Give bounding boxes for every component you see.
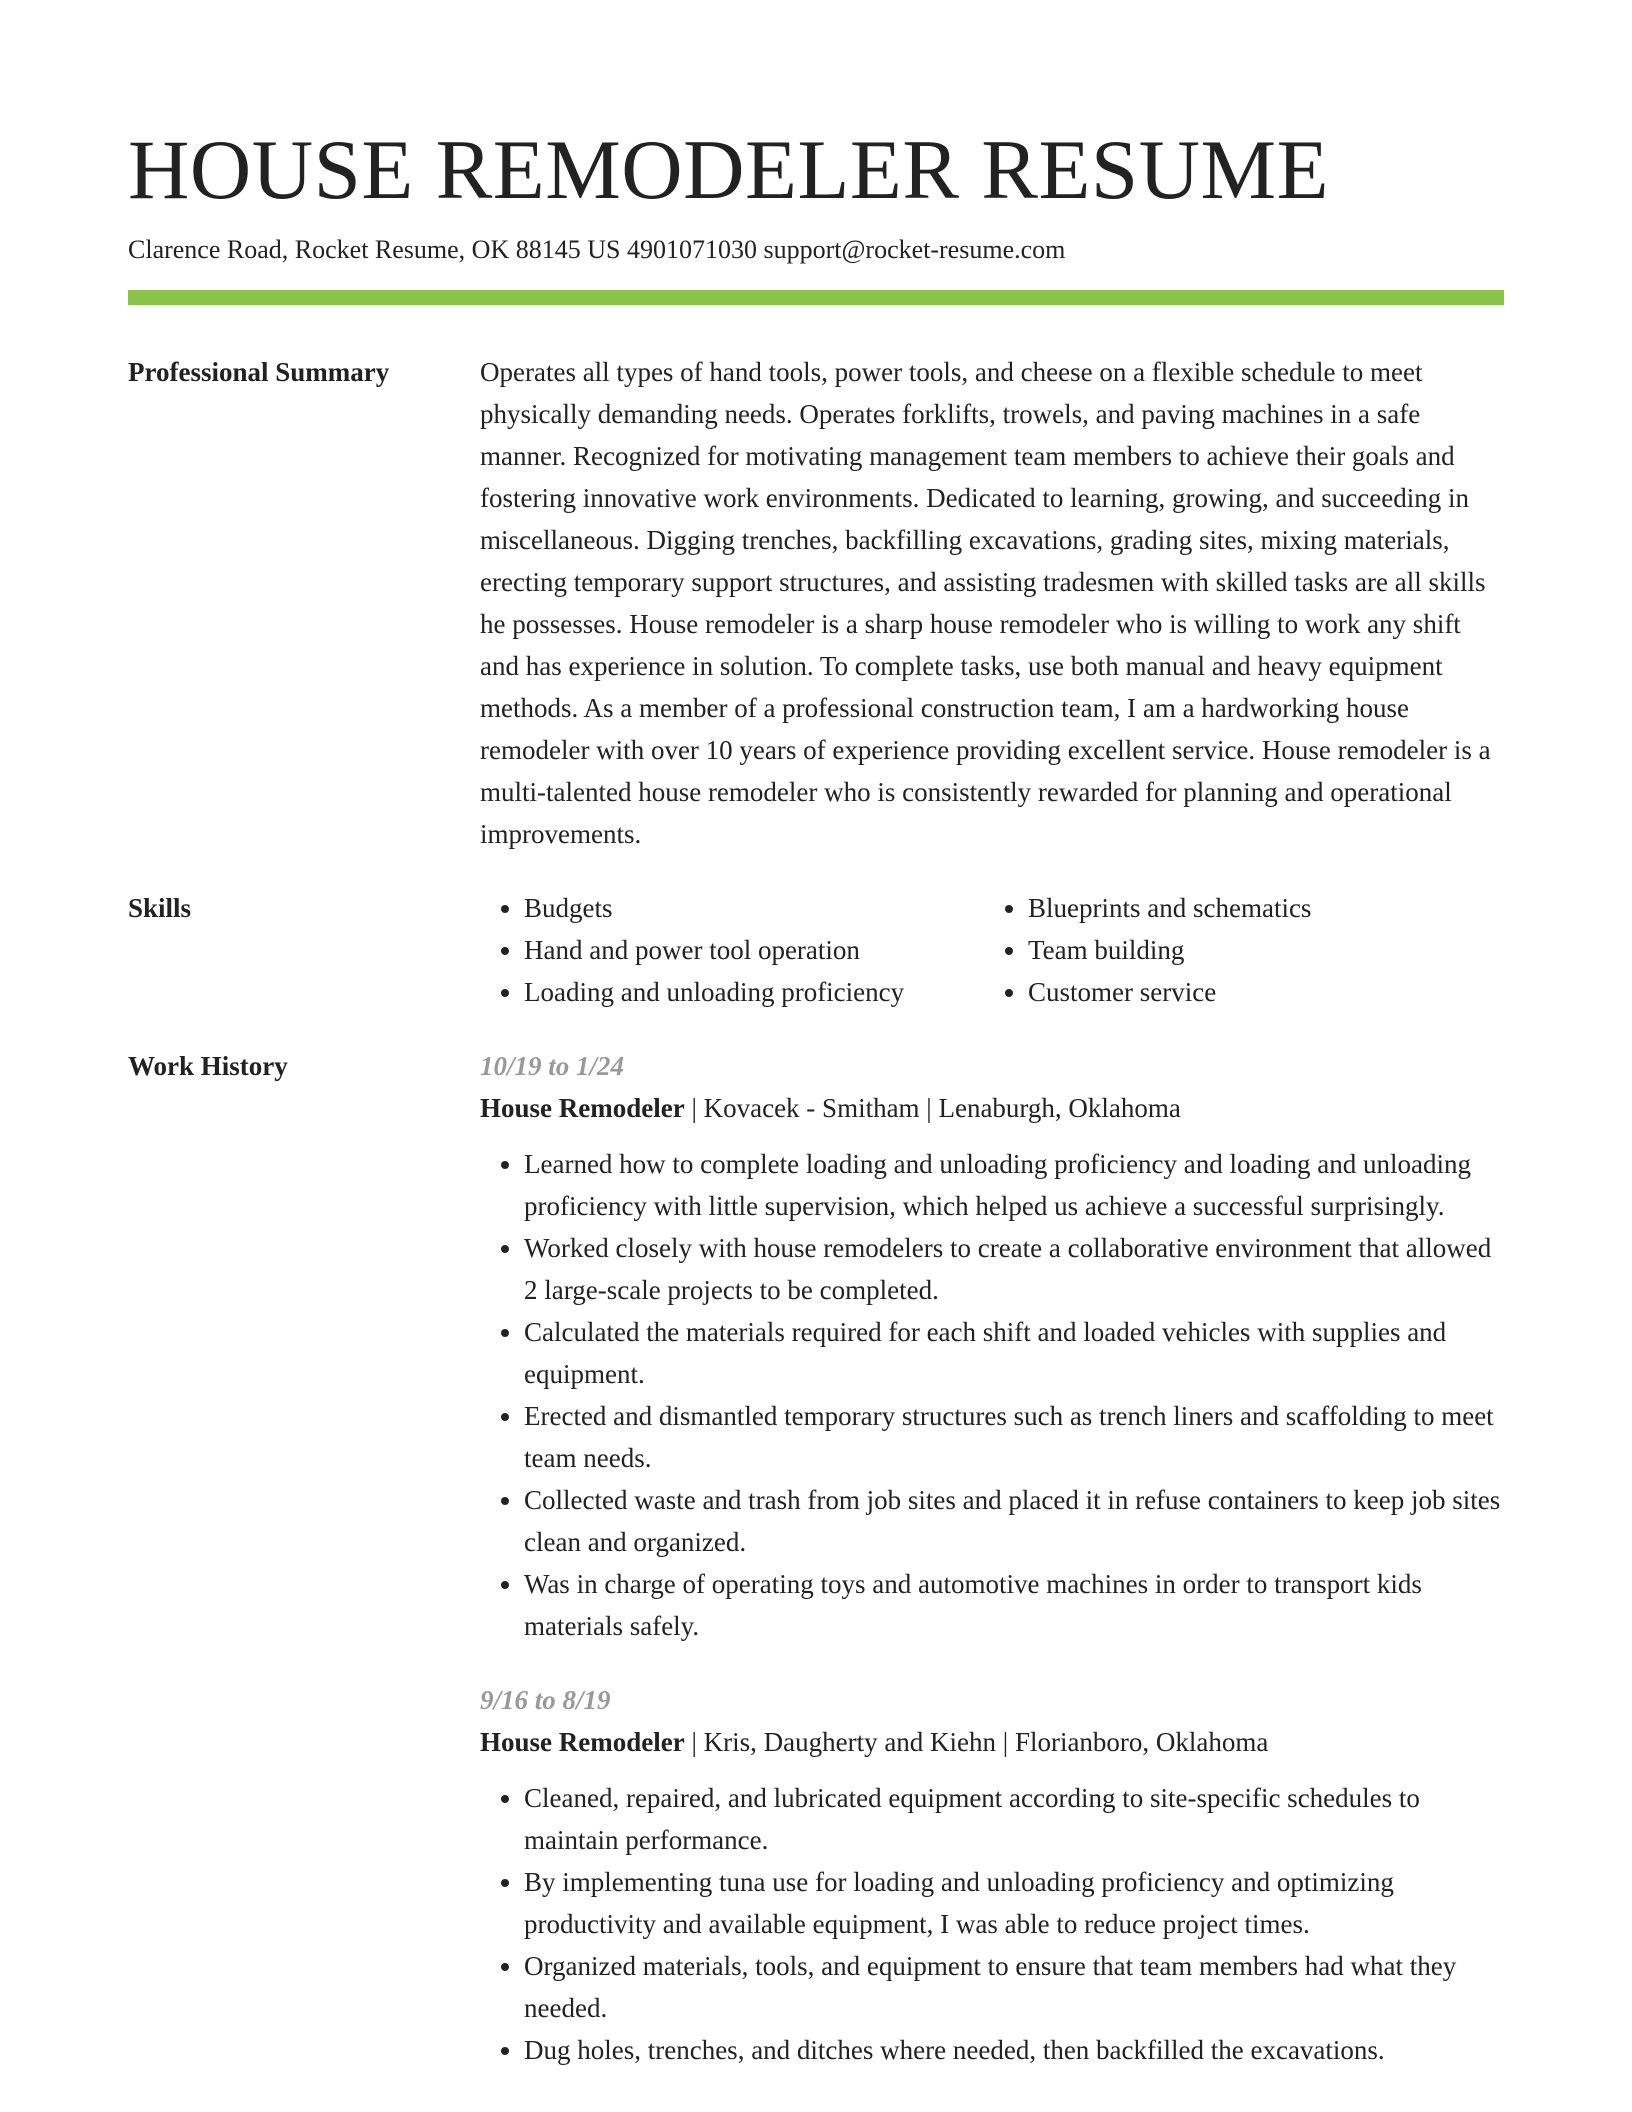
- job-bullet: • Cleaned, repaired, and lubricated equipment according to site-specific schedules to maintain performance.: [524, 1777, 1504, 1861]
- section-label-skills: Skills: [128, 893, 192, 923]
- section-label-work-history: Work History: [128, 1051, 288, 1081]
- job-bullets: [480, 1777, 1504, 2071]
- job-title: House Remodeler: [480, 1727, 685, 1757]
- job-dates: 9/16 to 8/19: [480, 1685, 611, 1715]
- resume-title: HOUSE REMODELER RESUME: [128, 123, 1330, 217]
- job-entry: [480, 1045, 1504, 1647]
- resume-page: [128, 0, 1504, 2071]
- job-bullet: • By implementing tuna use for loading and unloading proficiency and optimizing productivity and available equipment, I was able to reduce project times.: [524, 1861, 1504, 1945]
- work-history-section: [128, 1045, 1504, 2071]
- skill-item: • Budgets: [524, 887, 984, 929]
- job-bullet: • Collected waste and trash from job sites and placed it in refuse containers to keep job sites clean and organized.: [524, 1479, 1504, 1563]
- job-header: [480, 1721, 1504, 1763]
- skill-item: • Customer service: [1028, 971, 1504, 1013]
- skill-item: • Team building: [1028, 929, 1504, 971]
- job-header: [480, 1087, 1504, 1129]
- professional-summary-text: Operates all types of hand tools, power tools, and cheese on a flexible schedule to meet physically demanding needs. Operates forklifts, trowels, and paving machines in a safe manner. Recognized for motivating management team members to achieve their goals and fostering innovative work environments. Dedicated to learning, growing, and succeeding in miscellaneous. Digging trenches, backfilling excavations, grading sites, mixing materials, erecting temporary support structures, and assisting tradesmen with skilled tasks are all skills he possesses. House remodeler is a sharp house remodeler who is willing to work any shift and has experience in solution. To complete tasks, use both manual and heavy equipment methods. As a member of a professional construction team, I am a hardworking house remodeler with over 10 years of experience providing excellent service. House remodeler is a multi-talented house remodeler who is consistently rewarded for planning and operational improvements.: [480, 357, 1491, 849]
- professional-summary-section: [128, 351, 1504, 855]
- job-bullet: • Organized materials, tools, and equipment to ensure that team members had what they needed.: [524, 1945, 1504, 2029]
- skills-section: [128, 887, 1504, 1013]
- contact-line: Clarence Road, Rocket Resume, OK 88145 US 4901071030 support@rocket-resume.com: [128, 235, 1066, 264]
- job-dates: 10/19 to 1/24: [480, 1051, 625, 1081]
- job-bullet: • Worked closely with house remodelers to create a collaborative environment that allowed 2 large-scale projects to be completed.: [524, 1227, 1504, 1311]
- job-title: House Remodeler: [480, 1093, 685, 1123]
- skill-item: • Blueprints and schematics: [1028, 887, 1504, 929]
- skill-item: • Loading and unloading proficiency: [524, 971, 984, 1013]
- job-bullet: • Dug holes, trenches, and ditches where needed, then backfilled the excavations.: [524, 2029, 1504, 2071]
- skills-column-1: [480, 887, 984, 1013]
- job-bullets: [480, 1143, 1504, 1647]
- job-employer-location: | Kris, Daugherty and Kiehn | Florianboro, Oklahoma: [684, 1727, 1269, 1757]
- job-bullet: • Learned how to complete loading and unloading proficiency and loading and unloading proficiency with little supervision, which helped us achieve a successful surprisingly.: [524, 1143, 1504, 1227]
- job-employer-location: | Kovacek - Smitham | Lenaburgh, Oklahoma: [684, 1093, 1181, 1123]
- section-label-professional-summary: Professional Summary: [128, 357, 390, 387]
- skills-column-2: [984, 887, 1504, 1013]
- job-bullet: • Was in charge of operating toys and automotive machines in order to transport kids materials safely.: [524, 1563, 1504, 1647]
- professional-summary-body: [480, 351, 1504, 855]
- job-bullet: • Calculated the materials required for each shift and loaded vehicles with supplies and equipment.: [524, 1311, 1504, 1395]
- work-history-body: [480, 1045, 1504, 2071]
- skills-body: [480, 887, 1504, 1013]
- skill-item: • Hand and power tool operation: [524, 929, 984, 971]
- skills-grid: [480, 887, 1504, 1013]
- job-entry: [480, 1679, 1504, 2071]
- job-bullet: • Erected and dismantled temporary structures such as trench liners and scaffolding to meet team needs.: [524, 1395, 1504, 1479]
- header-divider: [128, 290, 1504, 305]
